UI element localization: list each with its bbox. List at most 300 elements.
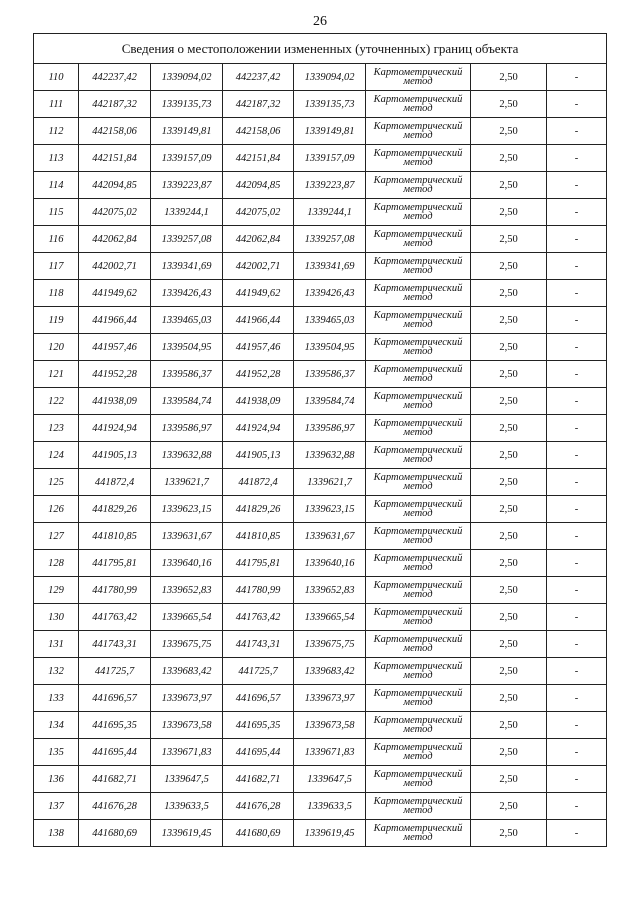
accuracy-value: 2,50 [471, 388, 547, 415]
coord-x-new: 441763,42 [223, 604, 294, 631]
coord-y-new: 1339157,09 [294, 145, 366, 172]
method-line: метод [403, 346, 433, 357]
method-cell [366, 307, 471, 334]
coord-y-existing: 1339586,97 [151, 415, 223, 442]
point-number: 126 [34, 496, 79, 523]
coord-y-new: 1339149,81 [294, 118, 366, 145]
coord-y-existing: 1339683,42 [151, 658, 223, 685]
point-number: 119 [34, 307, 79, 334]
coord-x-existing: 441924,94 [79, 415, 151, 442]
method-cell [366, 145, 471, 172]
accuracy-value: 2,50 [471, 685, 547, 712]
coord-y-existing: 1339584,74 [151, 388, 223, 415]
method-cell [366, 685, 471, 712]
method-line: метод [403, 103, 433, 114]
note-value: - [547, 658, 607, 685]
method-line: метод [403, 535, 433, 546]
note-value: - [547, 91, 607, 118]
coord-y-new: 1339623,15 [294, 496, 366, 523]
coord-x-existing: 442151,84 [79, 145, 151, 172]
method-cell [366, 64, 471, 91]
method-line: Картометрический [373, 579, 463, 591]
method-line: метод [403, 319, 433, 330]
coord-y-new: 1339632,88 [294, 442, 366, 469]
method-line: Картометрический [373, 417, 463, 429]
method-line: Картометрический [373, 66, 463, 78]
point-number: 118 [34, 280, 79, 307]
point-number: 124 [34, 442, 79, 469]
method-cell [366, 577, 471, 604]
accuracy-value: 2,50 [471, 226, 547, 253]
coord-x-existing: 441682,71 [79, 766, 151, 793]
coord-x-existing: 441829,26 [79, 496, 151, 523]
accuracy-value: 2,50 [471, 496, 547, 523]
accuracy-value: 2,50 [471, 631, 547, 658]
point-number: 132 [34, 658, 79, 685]
note-value: - [547, 118, 607, 145]
coord-x-new: 441966,44 [223, 307, 294, 334]
coord-y-existing: 1339671,83 [151, 739, 223, 766]
method-line: Картометрический [373, 471, 463, 483]
method-cell [366, 523, 471, 550]
accuracy-value: 2,50 [471, 766, 547, 793]
accuracy-value: 2,50 [471, 577, 547, 604]
method-cell [366, 739, 471, 766]
method-cell [366, 496, 471, 523]
point-number: 129 [34, 577, 79, 604]
coord-y-existing: 1339665,54 [151, 604, 223, 631]
note-value: - [547, 469, 607, 496]
coord-y-new: 1339647,5 [294, 766, 366, 793]
accuracy-value: 2,50 [471, 442, 547, 469]
method-line: метод [403, 292, 433, 303]
note-value: - [547, 685, 607, 712]
method-cell [366, 226, 471, 253]
method-line: Картометрический [373, 336, 463, 348]
accuracy-value: 2,50 [471, 199, 547, 226]
coord-x-new: 441695,35 [223, 712, 294, 739]
boundary-coordinates-table [33, 33, 607, 847]
point-number: 114 [34, 172, 79, 199]
note-value: - [547, 766, 607, 793]
method-cell [366, 388, 471, 415]
coord-x-existing: 441905,13 [79, 442, 151, 469]
accuracy-value: 2,50 [471, 118, 547, 145]
coord-x-existing: 441725,7 [79, 658, 151, 685]
point-number: 127 [34, 523, 79, 550]
coord-x-new: 441957,46 [223, 334, 294, 361]
method-line: Картометрический [373, 552, 463, 564]
coord-x-existing: 441743,31 [79, 631, 151, 658]
coord-y-new: 1339257,08 [294, 226, 366, 253]
coord-y-existing: 1339673,97 [151, 685, 223, 712]
coord-x-existing: 441966,44 [79, 307, 151, 334]
accuracy-value: 2,50 [471, 172, 547, 199]
method-line: Картометрический [373, 147, 463, 159]
method-line: метод [403, 373, 433, 384]
note-value: - [547, 550, 607, 577]
method-cell [366, 793, 471, 820]
table-row [34, 658, 607, 685]
accuracy-value: 2,50 [471, 253, 547, 280]
method-line: метод [403, 265, 433, 276]
table-row [34, 91, 607, 118]
accuracy-value: 2,50 [471, 415, 547, 442]
coord-x-existing: 442158,06 [79, 118, 151, 145]
table-row [34, 307, 607, 334]
method-line: метод [403, 508, 433, 519]
accuracy-value: 2,50 [471, 280, 547, 307]
note-value: - [547, 415, 607, 442]
coord-y-new: 1339675,75 [294, 631, 366, 658]
table-row [34, 415, 607, 442]
coord-x-existing: 441695,44 [79, 739, 151, 766]
method-line: Картометрический [373, 309, 463, 321]
note-value: - [547, 307, 607, 334]
coord-x-existing: 442187,32 [79, 91, 151, 118]
point-number: 111 [34, 91, 79, 118]
point-number: 112 [34, 118, 79, 145]
coord-x-existing: 441872,4 [79, 469, 151, 496]
coord-y-new: 1339671,83 [294, 739, 366, 766]
coord-x-new: 442151,84 [223, 145, 294, 172]
point-number: 117 [34, 253, 79, 280]
coord-x-new: 441696,57 [223, 685, 294, 712]
note-value: - [547, 361, 607, 388]
method-cell [366, 550, 471, 577]
coord-y-new: 1339652,83 [294, 577, 366, 604]
coord-x-existing: 442002,71 [79, 253, 151, 280]
method-line: Картометрический [373, 687, 463, 699]
coord-x-new: 442075,02 [223, 199, 294, 226]
coord-y-existing: 1339673,58 [151, 712, 223, 739]
table-row [34, 496, 607, 523]
method-cell [366, 631, 471, 658]
method-line: метод [403, 157, 433, 168]
coord-y-existing: 1339621,7 [151, 469, 223, 496]
coord-y-existing: 1339632,88 [151, 442, 223, 469]
coord-x-new: 441905,13 [223, 442, 294, 469]
point-number: 134 [34, 712, 79, 739]
point-number: 130 [34, 604, 79, 631]
accuracy-value: 2,50 [471, 307, 547, 334]
coord-y-new: 1339465,03 [294, 307, 366, 334]
method-line: метод [403, 670, 433, 681]
coord-y-existing: 1339619,45 [151, 820, 223, 847]
method-cell [366, 820, 471, 847]
table-row [34, 550, 607, 577]
coord-y-existing: 1339426,43 [151, 280, 223, 307]
note-value: - [547, 388, 607, 415]
method-line: Картометрический [373, 741, 463, 753]
table-row [34, 469, 607, 496]
table-row [34, 442, 607, 469]
coord-x-new: 441949,62 [223, 280, 294, 307]
table-row [34, 631, 607, 658]
accuracy-value: 2,50 [471, 820, 547, 847]
table-row [34, 388, 607, 415]
note-value: - [547, 523, 607, 550]
coord-x-new: 441725,7 [223, 658, 294, 685]
coord-y-existing: 1339647,5 [151, 766, 223, 793]
point-number: 133 [34, 685, 79, 712]
coord-y-new: 1339631,67 [294, 523, 366, 550]
accuracy-value: 2,50 [471, 523, 547, 550]
method-cell [366, 118, 471, 145]
coord-y-existing: 1339504,95 [151, 334, 223, 361]
coord-x-new: 442002,71 [223, 253, 294, 280]
coord-y-new: 1339640,16 [294, 550, 366, 577]
coord-x-new: 441676,28 [223, 793, 294, 820]
coord-x-new: 441743,31 [223, 631, 294, 658]
point-number: 116 [34, 226, 79, 253]
coord-y-existing: 1339675,75 [151, 631, 223, 658]
table-body [34, 64, 607, 847]
coord-x-existing: 441763,42 [79, 604, 151, 631]
table-row [34, 334, 607, 361]
note-value: - [547, 739, 607, 766]
table-row [34, 64, 607, 91]
table-row [34, 739, 607, 766]
note-value: - [547, 820, 607, 847]
method-cell [366, 712, 471, 739]
point-number: 138 [34, 820, 79, 847]
method-line: Картометрический [373, 525, 463, 537]
coord-y-new: 1339223,87 [294, 172, 366, 199]
coord-y-new: 1339244,1 [294, 199, 366, 226]
page-number: 26 [313, 14, 327, 29]
table-row [34, 820, 607, 847]
method-cell [366, 442, 471, 469]
coord-x-existing: 442094,85 [79, 172, 151, 199]
table-row [34, 604, 607, 631]
coord-y-existing: 1339586,37 [151, 361, 223, 388]
method-line: метод [403, 778, 433, 789]
coord-y-existing: 1339244,1 [151, 199, 223, 226]
method-cell [366, 280, 471, 307]
note-value: - [547, 64, 607, 91]
table-row [34, 685, 607, 712]
accuracy-value: 2,50 [471, 91, 547, 118]
coord-x-new: 441795,81 [223, 550, 294, 577]
table-row [34, 712, 607, 739]
method-line: Картометрический [373, 444, 463, 456]
method-cell [366, 361, 471, 388]
coord-x-existing: 441695,35 [79, 712, 151, 739]
note-value: - [547, 631, 607, 658]
method-line: Картометрический [373, 498, 463, 510]
table-row [34, 793, 607, 820]
coord-x-new: 441872,4 [223, 469, 294, 496]
coord-y-existing: 1339652,83 [151, 577, 223, 604]
method-line: Картометрический [373, 363, 463, 375]
point-number: 128 [34, 550, 79, 577]
accuracy-value: 2,50 [471, 334, 547, 361]
table-row [34, 226, 607, 253]
method-line: метод [403, 832, 433, 843]
point-number: 135 [34, 739, 79, 766]
method-cell [366, 253, 471, 280]
method-line: Картометрический [373, 228, 463, 240]
coord-x-existing: 441957,46 [79, 334, 151, 361]
note-value: - [547, 604, 607, 631]
coord-x-existing: 441676,28 [79, 793, 151, 820]
coord-y-new: 1339341,69 [294, 253, 366, 280]
method-cell [366, 199, 471, 226]
method-line: Картометрический [373, 714, 463, 726]
method-cell [366, 91, 471, 118]
point-number: 120 [34, 334, 79, 361]
coord-x-new: 441680,69 [223, 820, 294, 847]
coord-y-new: 1339094,02 [294, 64, 366, 91]
method-line: метод [403, 805, 433, 816]
coord-x-existing: 441949,62 [79, 280, 151, 307]
coord-y-existing: 1339623,15 [151, 496, 223, 523]
point-number: 113 [34, 145, 79, 172]
coord-x-existing: 441938,09 [79, 388, 151, 415]
point-number: 131 [34, 631, 79, 658]
coord-y-new: 1339135,73 [294, 91, 366, 118]
coord-x-new: 441682,71 [223, 766, 294, 793]
method-line: метод [403, 184, 433, 195]
method-line: метод [403, 643, 433, 654]
accuracy-value: 2,50 [471, 469, 547, 496]
coord-y-new: 1339621,7 [294, 469, 366, 496]
note-value: - [547, 334, 607, 361]
coord-x-new: 441952,28 [223, 361, 294, 388]
coord-x-new: 442187,32 [223, 91, 294, 118]
coord-y-new: 1339619,45 [294, 820, 366, 847]
method-line: метод [403, 616, 433, 627]
coord-y-existing: 1339157,09 [151, 145, 223, 172]
method-line: метод [403, 724, 433, 735]
coord-x-new: 442062,84 [223, 226, 294, 253]
method-line: Картометрический [373, 390, 463, 402]
point-number: 137 [34, 793, 79, 820]
coord-y-new: 1339426,43 [294, 280, 366, 307]
coord-y-new: 1339586,37 [294, 361, 366, 388]
coord-y-existing: 1339640,16 [151, 550, 223, 577]
table-row [34, 172, 607, 199]
method-line: метод [403, 454, 433, 465]
method-line: Картометрический [373, 606, 463, 618]
method-line: Картометрический [373, 660, 463, 672]
method-line: метод [403, 481, 433, 492]
table-row [34, 253, 607, 280]
method-line: Картометрический [373, 768, 463, 780]
table-row [34, 199, 607, 226]
table-row [34, 118, 607, 145]
method-line: Картометрический [373, 201, 463, 213]
accuracy-value: 2,50 [471, 712, 547, 739]
method-cell [366, 172, 471, 199]
note-value: - [547, 226, 607, 253]
accuracy-value: 2,50 [471, 793, 547, 820]
note-value: - [547, 577, 607, 604]
coord-x-new: 441780,99 [223, 577, 294, 604]
point-number: 122 [34, 388, 79, 415]
coord-y-new: 1339683,42 [294, 658, 366, 685]
coord-y-existing: 1339149,81 [151, 118, 223, 145]
note-value: - [547, 145, 607, 172]
table-row [34, 766, 607, 793]
method-line: метод [403, 211, 433, 222]
method-line: Картометрический [373, 174, 463, 186]
coord-x-existing: 441680,69 [79, 820, 151, 847]
accuracy-value: 2,50 [471, 361, 547, 388]
coord-y-new: 1339673,97 [294, 685, 366, 712]
point-number: 125 [34, 469, 79, 496]
coord-y-new: 1339665,54 [294, 604, 366, 631]
coord-y-existing: 1339135,73 [151, 91, 223, 118]
method-cell [366, 469, 471, 496]
coord-x-new: 441938,09 [223, 388, 294, 415]
method-line: метод [403, 697, 433, 708]
coord-x-new: 441924,94 [223, 415, 294, 442]
method-line: метод [403, 562, 433, 573]
method-cell [366, 604, 471, 631]
note-value: - [547, 253, 607, 280]
note-value: - [547, 496, 607, 523]
method-line: метод [403, 76, 433, 87]
coord-x-existing: 441696,57 [79, 685, 151, 712]
coord-y-existing: 1339094,02 [151, 64, 223, 91]
coord-x-new: 442237,42 [223, 64, 294, 91]
method-cell [366, 415, 471, 442]
method-line: метод [403, 589, 433, 600]
coord-x-existing: 442062,84 [79, 226, 151, 253]
coord-y-existing: 1339465,03 [151, 307, 223, 334]
method-line: метод [403, 751, 433, 762]
note-value: - [547, 280, 607, 307]
coord-y-existing: 1339257,08 [151, 226, 223, 253]
table-row [34, 523, 607, 550]
method-line: Картометрический [373, 822, 463, 834]
coord-y-new: 1339633,5 [294, 793, 366, 820]
method-line: метод [403, 130, 433, 141]
note-value: - [547, 712, 607, 739]
coord-x-new: 442094,85 [223, 172, 294, 199]
method-line: Картометрический [373, 795, 463, 807]
coord-x-new: 441810,85 [223, 523, 294, 550]
accuracy-value: 2,50 [471, 64, 547, 91]
coord-y-existing: 1339631,67 [151, 523, 223, 550]
table-row [34, 361, 607, 388]
coord-y-new: 1339673,58 [294, 712, 366, 739]
coord-y-new: 1339504,95 [294, 334, 366, 361]
coord-x-existing: 441810,85 [79, 523, 151, 550]
table-row [34, 280, 607, 307]
method-line: Картометрический [373, 255, 463, 267]
coord-x-existing: 441795,81 [79, 550, 151, 577]
coord-x-new: 441695,44 [223, 739, 294, 766]
coord-x-existing: 441780,99 [79, 577, 151, 604]
note-value: - [547, 793, 607, 820]
coord-y-existing: 1339223,87 [151, 172, 223, 199]
method-cell [366, 658, 471, 685]
method-cell [366, 334, 471, 361]
point-number: 115 [34, 199, 79, 226]
coord-x-new: 442158,06 [223, 118, 294, 145]
coord-x-existing: 442237,42 [79, 64, 151, 91]
accuracy-value: 2,50 [471, 550, 547, 577]
accuracy-value: 2,50 [471, 604, 547, 631]
coord-x-existing: 441952,28 [79, 361, 151, 388]
point-number: 123 [34, 415, 79, 442]
accuracy-value: 2,50 [471, 658, 547, 685]
method-line: Картометрический [373, 282, 463, 294]
method-line: метод [403, 427, 433, 438]
